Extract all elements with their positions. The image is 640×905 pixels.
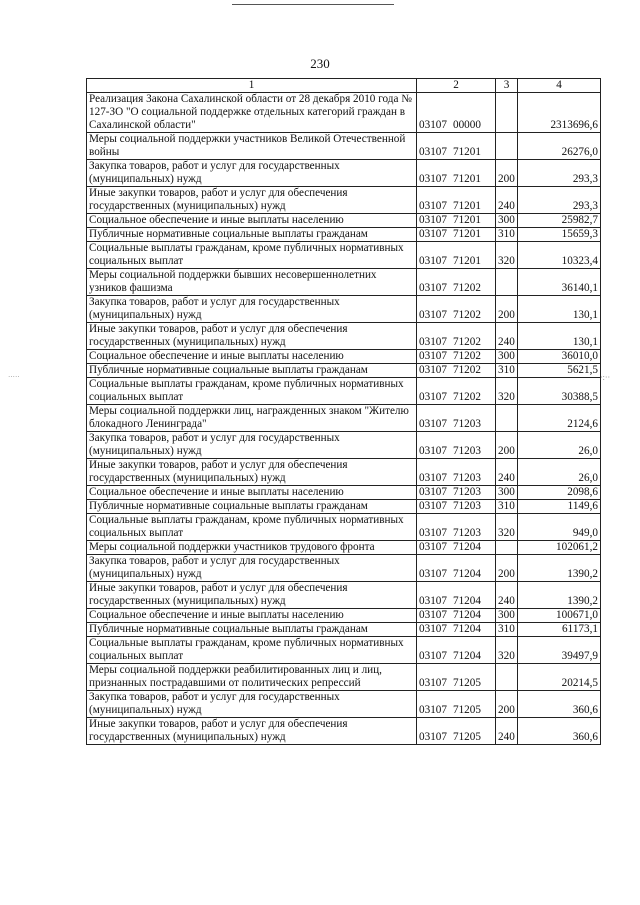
- row-amount: 26,0: [518, 432, 601, 459]
- row-code: [417, 160, 496, 187]
- table-row: [87, 637, 601, 664]
- table-row: [87, 350, 601, 364]
- table-row: [87, 378, 601, 405]
- row-code-direction: 71203: [452, 527, 481, 539]
- row-expense-type: 200: [496, 555, 518, 582]
- row-code: [417, 623, 496, 637]
- row-code-direction: 71203: [452, 418, 481, 430]
- row-code: [417, 541, 496, 555]
- row-code-program: 03107: [419, 364, 447, 376]
- table-row: [87, 555, 601, 582]
- row-code-direction: 71205: [452, 704, 481, 716]
- row-code-direction: 71205: [452, 731, 481, 743]
- row-code-program: 03107: [419, 418, 447, 430]
- row-expense-type: 300: [496, 609, 518, 623]
- row-code-program: 03107: [419, 541, 447, 553]
- row-code-direction: 71202: [452, 364, 481, 376]
- row-code: [417, 269, 496, 296]
- row-code-direction: 71201: [452, 146, 481, 158]
- column-header: 4: [518, 79, 601, 93]
- row-name: Реализация Закона Сахалинской области от 28 декабря 2010 года № 127-ЗО "О социальной поддержке отдельных категорий граждан в Сахалинской области": [87, 93, 417, 133]
- row-code: [417, 214, 496, 228]
- row-code-direction: 71204: [452, 623, 481, 635]
- row-code-direction: 71201: [452, 214, 481, 226]
- row-amount: 100671,0: [518, 609, 601, 623]
- row-amount: 1390,2: [518, 555, 601, 582]
- row-code: [417, 500, 496, 514]
- table-row: [87, 623, 601, 637]
- row-name: Закупка товаров, работ и услуг для государственных (муниципальных) нужд: [87, 296, 417, 323]
- row-expense-type: 200: [496, 432, 518, 459]
- row-amount: 30388,5: [518, 378, 601, 405]
- table-row: [87, 691, 601, 718]
- row-code-direction: 71204: [452, 541, 481, 553]
- row-code-direction: 71203: [452, 472, 481, 484]
- row-code-direction: 71202: [452, 336, 481, 348]
- row-code-direction: 71203: [452, 486, 481, 498]
- row-code-program: 03107: [419, 704, 447, 716]
- table-row: [87, 160, 601, 187]
- row-code: [417, 582, 496, 609]
- row-expense-type: 320: [496, 514, 518, 541]
- table-row: [87, 486, 601, 500]
- column-header: 3: [496, 79, 518, 93]
- row-expense-type: 240: [496, 718, 518, 745]
- row-expense-type: [496, 133, 518, 160]
- row-expense-type: 240: [496, 323, 518, 350]
- row-code-direction: 71202: [452, 282, 481, 294]
- row-code: [417, 432, 496, 459]
- row-amount: 2098,6: [518, 486, 601, 500]
- row-code-program: 03107: [419, 527, 447, 539]
- row-code-program: 03107: [419, 350, 447, 362]
- row-code-program: 03107: [419, 255, 447, 267]
- row-name: Иные закупки товаров, работ и услуг для обеспечения государственных (муниципальных) нужд: [87, 718, 417, 745]
- table-row: [87, 364, 601, 378]
- table-row: [87, 296, 601, 323]
- row-amount: 5621,5: [518, 364, 601, 378]
- row-code: [417, 242, 496, 269]
- table-row: [87, 582, 601, 609]
- row-code: [417, 296, 496, 323]
- row-code-program: 03107: [419, 146, 447, 158]
- row-name: Закупка товаров, работ и услуг для государственных (муниципальных) нужд: [87, 160, 417, 187]
- row-code-program: 03107: [419, 486, 447, 498]
- row-code-direction: 71201: [452, 228, 481, 240]
- table-row: [87, 432, 601, 459]
- row-name: Социальное обеспечение и иные выплаты населению: [87, 214, 417, 228]
- row-code-direction: 71203: [452, 445, 481, 457]
- row-amount: 20214,5: [518, 664, 601, 691]
- row-code-direction: 71201: [452, 200, 481, 212]
- row-code: [417, 637, 496, 664]
- row-code-program: 03107: [419, 119, 447, 131]
- row-amount: 360,6: [518, 718, 601, 745]
- row-name: Публичные нормативные социальные выплаты гражданам: [87, 228, 417, 242]
- row-amount: 10323,4: [518, 242, 601, 269]
- table-row: [87, 459, 601, 486]
- table-row: [87, 269, 601, 296]
- row-amount: 15659,3: [518, 228, 601, 242]
- row-code-program: 03107: [419, 282, 447, 294]
- row-amount: 36140,1: [518, 269, 601, 296]
- column-header: 1: [87, 79, 417, 93]
- row-expense-type: [496, 93, 518, 133]
- row-code-direction: 71204: [452, 595, 481, 607]
- table-row: [87, 133, 601, 160]
- column-header: 2: [417, 79, 496, 93]
- table-header-row: [87, 79, 601, 93]
- row-name: Иные закупки товаров, работ и услуг для обеспечения государственных (муниципальных) нужд: [87, 582, 417, 609]
- row-amount: 39497,9: [518, 637, 601, 664]
- row-name: Закупка товаров, работ и услуг для государственных (муниципальных) нужд: [87, 432, 417, 459]
- row-name: Иные закупки товаров, работ и услуг для обеспечения государственных (муниципальных) нужд: [87, 323, 417, 350]
- row-code: [417, 555, 496, 582]
- row-amount: 1149,6: [518, 500, 601, 514]
- row-code-direction: 71204: [452, 609, 481, 621]
- row-code: [417, 664, 496, 691]
- row-name: Публичные нормативные социальные выплаты гражданам: [87, 500, 417, 514]
- row-expense-type: 310: [496, 623, 518, 637]
- row-expense-type: 320: [496, 242, 518, 269]
- row-code-direction: 71205: [452, 677, 481, 689]
- row-amount: 102061,2: [518, 541, 601, 555]
- table-row: [87, 514, 601, 541]
- row-code-program: 03107: [419, 568, 447, 580]
- row-code: [417, 718, 496, 745]
- row-expense-type: 310: [496, 228, 518, 242]
- row-amount: 26,0: [518, 459, 601, 486]
- row-code-direction: 71201: [452, 255, 481, 267]
- row-expense-type: [496, 541, 518, 555]
- table-row: [87, 93, 601, 133]
- row-name: Публичные нормативные социальные выплаты гражданам: [87, 364, 417, 378]
- row-code-direction: 00000: [452, 119, 481, 131]
- row-code: [417, 364, 496, 378]
- row-code-program: 03107: [419, 472, 447, 484]
- table-row: [87, 405, 601, 432]
- table-row: [87, 718, 601, 745]
- table-row: [87, 187, 601, 214]
- row-code-program: 03107: [419, 309, 447, 321]
- row-code-program: 03107: [419, 500, 447, 512]
- row-name: Социальные выплаты гражданам, кроме публичных нормативных социальных выплат: [87, 637, 417, 664]
- row-name: Социальное обеспечение и иные выплаты населению: [87, 350, 417, 364]
- row-code-program: 03107: [419, 609, 447, 621]
- row-expense-type: 310: [496, 364, 518, 378]
- row-expense-type: 320: [496, 637, 518, 664]
- row-code: [417, 486, 496, 500]
- row-name: Публичные нормативные социальные выплаты гражданам: [87, 623, 417, 637]
- row-name: Социальное обеспечение и иные выплаты населению: [87, 609, 417, 623]
- row-code-program: 03107: [419, 595, 447, 607]
- row-amount: 130,1: [518, 323, 601, 350]
- row-name: Меры социальной поддержки лиц, награжденных знаком "Жителю блокадного Ленинграда": [87, 405, 417, 432]
- row-amount: 61173,1: [518, 623, 601, 637]
- row-code: [417, 405, 496, 432]
- row-name: Меры социальной поддержки реабилитированных лиц и лиц, признанных пострадавшими от политических репрессий: [87, 664, 417, 691]
- row-name: Иные закупки товаров, работ и услуг для обеспечения государственных (муниципальных) нужд: [87, 459, 417, 486]
- row-code: [417, 459, 496, 486]
- row-expense-type: [496, 405, 518, 432]
- row-expense-type: 200: [496, 691, 518, 718]
- row-amount: 2124,6: [518, 405, 601, 432]
- row-amount: 26276,0: [518, 133, 601, 160]
- row-code: [417, 378, 496, 405]
- row-code-program: 03107: [419, 677, 447, 689]
- top-rule: [232, 4, 394, 5]
- row-expense-type: [496, 664, 518, 691]
- row-code: [417, 514, 496, 541]
- row-amount: 36010,0: [518, 350, 601, 364]
- table-row: [87, 541, 601, 555]
- table-row: [87, 323, 601, 350]
- table-row: [87, 500, 601, 514]
- row-code-program: 03107: [419, 650, 447, 662]
- row-code-direction: 71204: [452, 568, 481, 580]
- row-code: [417, 93, 496, 133]
- row-code-program: 03107: [419, 731, 447, 743]
- row-code-program: 03107: [419, 445, 447, 457]
- row-expense-type: [496, 269, 518, 296]
- row-code: [417, 187, 496, 214]
- row-code-direction: 71202: [452, 309, 481, 321]
- row-code-direction: 71204: [452, 650, 481, 662]
- scan-artifact: ·:··: [600, 373, 611, 382]
- margin-scan-mark: ·····: [8, 373, 20, 381]
- row-amount: 360,6: [518, 691, 601, 718]
- row-expense-type: 240: [496, 582, 518, 609]
- row-expense-type: 300: [496, 350, 518, 364]
- table-row: [87, 609, 601, 623]
- row-code-direction: 71201: [452, 173, 481, 185]
- row-code-program: 03107: [419, 173, 447, 185]
- row-amount: 130,1: [518, 296, 601, 323]
- row-amount: 25982,7: [518, 214, 601, 228]
- row-code-direction: 71202: [452, 391, 481, 403]
- row-code: [417, 691, 496, 718]
- row-amount: 293,3: [518, 160, 601, 187]
- row-code-program: 03107: [419, 214, 447, 226]
- budget-table: [86, 78, 601, 745]
- row-code: [417, 228, 496, 242]
- row-code-program: 03107: [419, 228, 447, 240]
- row-name: Социальные выплаты гражданам, кроме публичных нормативных социальных выплат: [87, 514, 417, 541]
- row-code-program: 03107: [419, 200, 447, 212]
- row-expense-type: 240: [496, 187, 518, 214]
- row-name: Закупка товаров, работ и услуг для государственных (муниципальных) нужд: [87, 555, 417, 582]
- row-name: Меры социальной поддержки бывших несовершеннолетних узников фашизма: [87, 269, 417, 296]
- row-code-direction: 71203: [452, 500, 481, 512]
- row-code-direction: 71202: [452, 350, 481, 362]
- row-name: Социальные выплаты гражданам, кроме публичных нормативных социальных выплат: [87, 378, 417, 405]
- row-amount: 949,0: [518, 514, 601, 541]
- table-row: [87, 214, 601, 228]
- row-expense-type: 300: [496, 486, 518, 500]
- row-expense-type: 200: [496, 296, 518, 323]
- row-name: Иные закупки товаров, работ и услуг для обеспечения государственных (муниципальных) нужд: [87, 187, 417, 214]
- row-code: [417, 350, 496, 364]
- row-amount: 1390,2: [518, 582, 601, 609]
- table-row: [87, 228, 601, 242]
- table-row: [87, 242, 601, 269]
- row-expense-type: 240: [496, 459, 518, 486]
- row-expense-type: 200: [496, 160, 518, 187]
- row-code-program: 03107: [419, 391, 447, 403]
- row-code-program: 03107: [419, 336, 447, 348]
- row-expense-type: 310: [496, 500, 518, 514]
- row-code: [417, 323, 496, 350]
- row-name: Закупка товаров, работ и услуг для государственных (муниципальных) нужд: [87, 691, 417, 718]
- row-name: Социальное обеспечение и иные выплаты населению: [87, 486, 417, 500]
- row-expense-type: 320: [496, 378, 518, 405]
- row-name: Социальные выплаты гражданам, кроме публичных нормативных социальных выплат: [87, 242, 417, 269]
- row-name: Меры социальной поддержки участников Великой Отечественной войны: [87, 133, 417, 160]
- page-number: 230: [310, 56, 330, 71]
- table-row: [87, 664, 601, 691]
- row-code: [417, 609, 496, 623]
- row-amount: 2313696,6: [518, 93, 601, 133]
- row-amount: 293,3: [518, 187, 601, 214]
- row-name: Меры социальной поддержки участников трудового фронта: [87, 541, 417, 555]
- row-expense-type: 300: [496, 214, 518, 228]
- row-code-program: 03107: [419, 623, 447, 635]
- row-code: [417, 133, 496, 160]
